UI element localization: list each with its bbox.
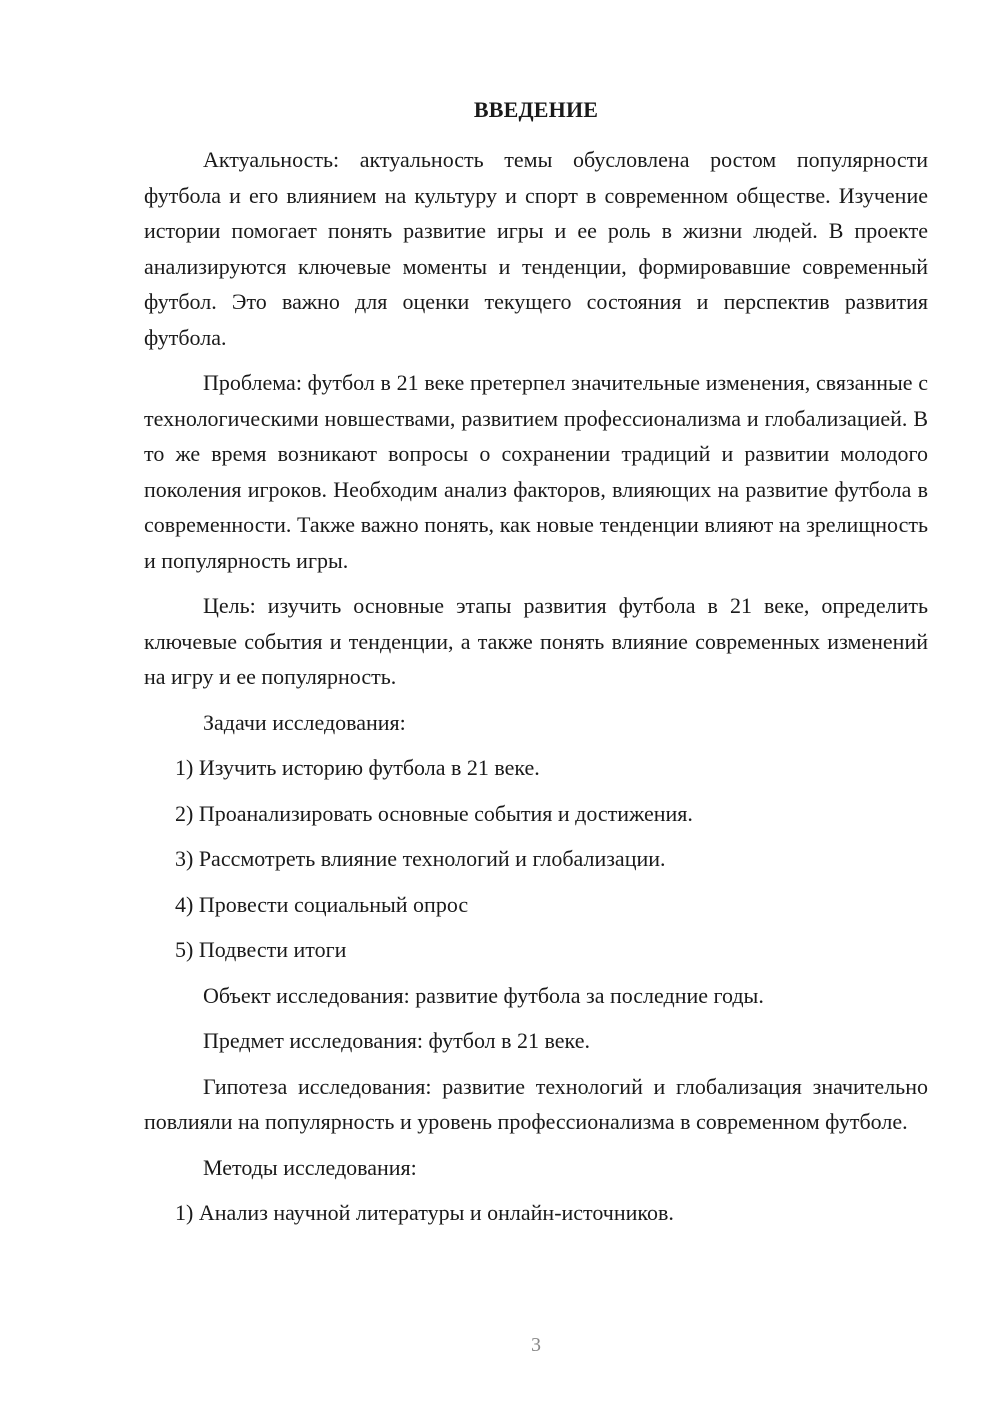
goal-paragraph: Цель: изучить основные этапы развития футбола в 21 веке, определить ключевые события и тенденции, а также понять влияние современных изменений на игру и ее популярность. (144, 593, 928, 689)
list-item: 4) Провести социальный опрос (175, 891, 469, 917)
page-number: 3 (531, 1334, 541, 1356)
subject-line: Предмет исследования: футбол в 21 веке. (203, 1028, 590, 1053)
list-item: 1) Анализ научной литературы и онлайн-источников. (175, 1200, 674, 1225)
section-title: ВВЕДЕНИЕ (473, 97, 599, 122)
methods-heading: Методы исследования: (203, 1154, 417, 1180)
list-item: 3) Рассмотреть влияние технологий и глобализации. (175, 846, 666, 871)
hypothesis-paragraph: Гипотеза исследования: развитие технологий и глобализация значительно повлияли на популярность и уровень профессионализма в современном футболе. (144, 1073, 928, 1134)
tasks-heading: Задачи исследования: (203, 709, 406, 735)
relevance-paragraph: Актуальность: актуальность темы обусловлена ростом популярности футбола и его влиянием на культуру и спорт в современном обществе. Изучение истории помогает понять развитие игры и ее роль в жизни людей. В проекте анализируются ключевые моменты и тенденции, формировавшие современный футбол. Это важно для оценки текущего состояния и перспектив развития футбола. (144, 147, 928, 350)
list-item: 2) Проанализировать основные события и достижения. (175, 800, 693, 826)
tasks-list (144, 750, 928, 968)
list-item: 5) Подвести итоги (175, 937, 347, 962)
object-line: Объект исследования: развитие футбола за последние годы. (203, 982, 764, 1008)
methods-list (144, 1195, 928, 1231)
document-page (144, 92, 928, 1241)
problem-paragraph: Проблема: футбол в 21 веке претерпел значительные изменения, связанные с технологическими новшествами, развитием профессионализма и глобализацией. В то же время возникают вопросы о сохранении традиций и развитии молодого поколения игроков. Необходим анализ факторов, влияющих на развитие футбола в современности. Также важно понять, как новые тенденции влияют на зрелищность и популярность игры. (144, 370, 928, 573)
list-item: 1) Изучить историю футбола в 21 веке. (175, 755, 540, 780)
